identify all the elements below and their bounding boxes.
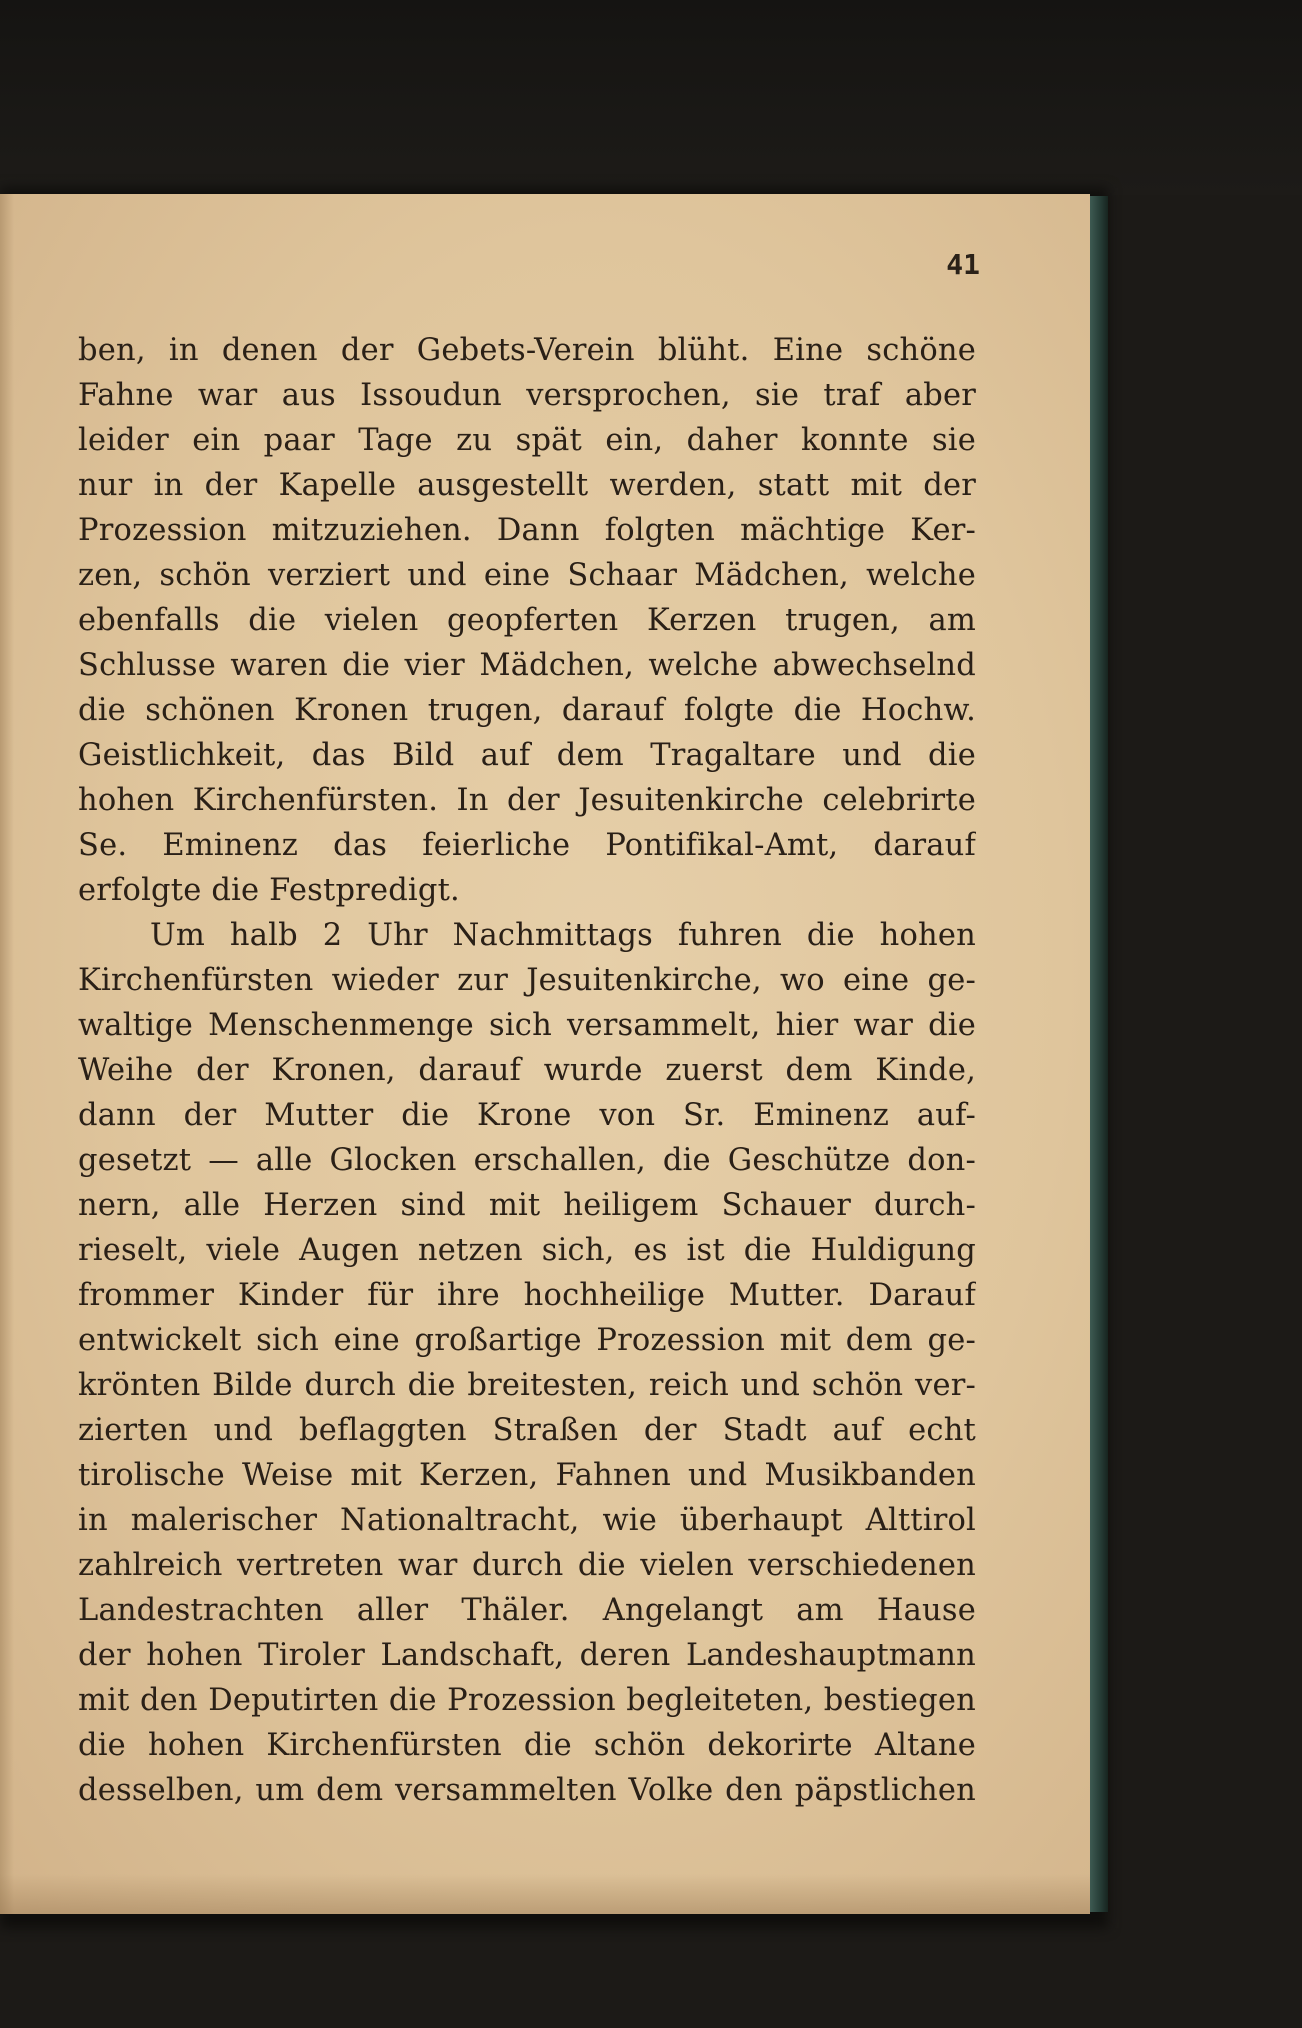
text-line: hohen Kirchenfürsten. In der Jesuitenkirche celebrirte (78, 783, 976, 818)
paragraph-start-line: Um halb 2 Uhr Nachmittags fuhren die hohen (150, 918, 976, 953)
book-spine-edge (1090, 196, 1108, 1912)
background-top (0, 0, 1302, 195)
text-line: desselben, um dem versammelten Volke den päpstlichen (78, 1773, 976, 1808)
paragraph-end-line: erfolgte die Festpredigt. (78, 873, 460, 908)
text-line: krönten Bilde durch die breitesten, reich und schön ver- (78, 1368, 976, 1403)
text-line: gesetzt — alle Glocken erschallen, die Geschütze don- (78, 1143, 976, 1178)
text-line: rieselt, viele Augen netzen sich, es ist die Huldigung (78, 1233, 976, 1268)
text-line: waltige Menschenmenge sich versammelt, hier war die (78, 1008, 976, 1043)
text-line: Prozession mitzuziehen. Dann folgten mächtige Ker- (78, 513, 976, 548)
page-bottom-shade (0, 1874, 1090, 1914)
text-line: entwickelt sich eine großartige Prozession mit dem ge- (78, 1323, 976, 1358)
text-line: zierten und beflaggten Straßen der Stadt auf echt (78, 1413, 976, 1448)
text-line: Fahne war aus Issoudun versprochen, sie traf aber (78, 378, 976, 413)
text-line: Geistlichkeit, das Bild auf dem Tragaltare und die (78, 738, 976, 773)
page-number: 41 (946, 248, 980, 281)
text-line: der hohen Tiroler Landschaft, deren Landeshauptmann (78, 1638, 976, 1673)
page-gutter-shade (0, 194, 14, 1914)
text-line: zahlreich vertreten war durch die vielen verschiedenen (78, 1548, 976, 1583)
text-line: Schlusse waren die vier Mädchen, welche abwechselnd (78, 648, 976, 683)
text-line: die schönen Kronen trugen, darauf folgte die Hochw. (78, 693, 976, 728)
text-line: nern, alle Herzen sind mit heiligem Schauer durch- (78, 1188, 976, 1223)
text-line: leider ein paar Tage zu spät ein, daher konnte sie (78, 423, 976, 458)
text-line: zen, schön verziert und eine Schaar Mädchen, welche (78, 558, 976, 593)
text-line: nur in der Kapelle ausgestellt werden, statt mit der (78, 468, 976, 503)
body-text (78, 328, 976, 1813)
text-line: Se. Eminenz das feierliche Pontifikal-Amt, darauf (78, 828, 976, 863)
text-line: Landestrachten aller Thäler. Angelangt am Hause (78, 1593, 976, 1628)
text-line: ben, in denen der Gebets-Verein blüht. Eine schöne (78, 333, 976, 368)
text-line: ebenfalls die vielen geopferten Kerzen trugen, am (78, 603, 976, 638)
text-line: die hohen Kirchenfürsten die schön dekorirte Altane (78, 1728, 976, 1763)
text-line: Weihe der Kronen, darauf wurde zuerst dem Kinde, (78, 1053, 976, 1088)
text-line: tirolische Weise mit Kerzen, Fahnen und Musikbanden (78, 1458, 976, 1493)
text-line: in malerischer Nationaltracht, wie überhaupt Alttirol (78, 1503, 976, 1538)
text-line: frommer Kinder für ihre hochheilige Mutter. Darauf (78, 1278, 976, 1313)
text-line: mit den Deputirten die Prozession begleiteten, bestiegen (78, 1683, 976, 1718)
text-line: Kirchenfürsten wieder zur Jesuitenkirche, wo eine ge- (78, 963, 976, 998)
text-line: dann der Mutter die Krone von Sr. Eminenz auf- (78, 1098, 976, 1133)
